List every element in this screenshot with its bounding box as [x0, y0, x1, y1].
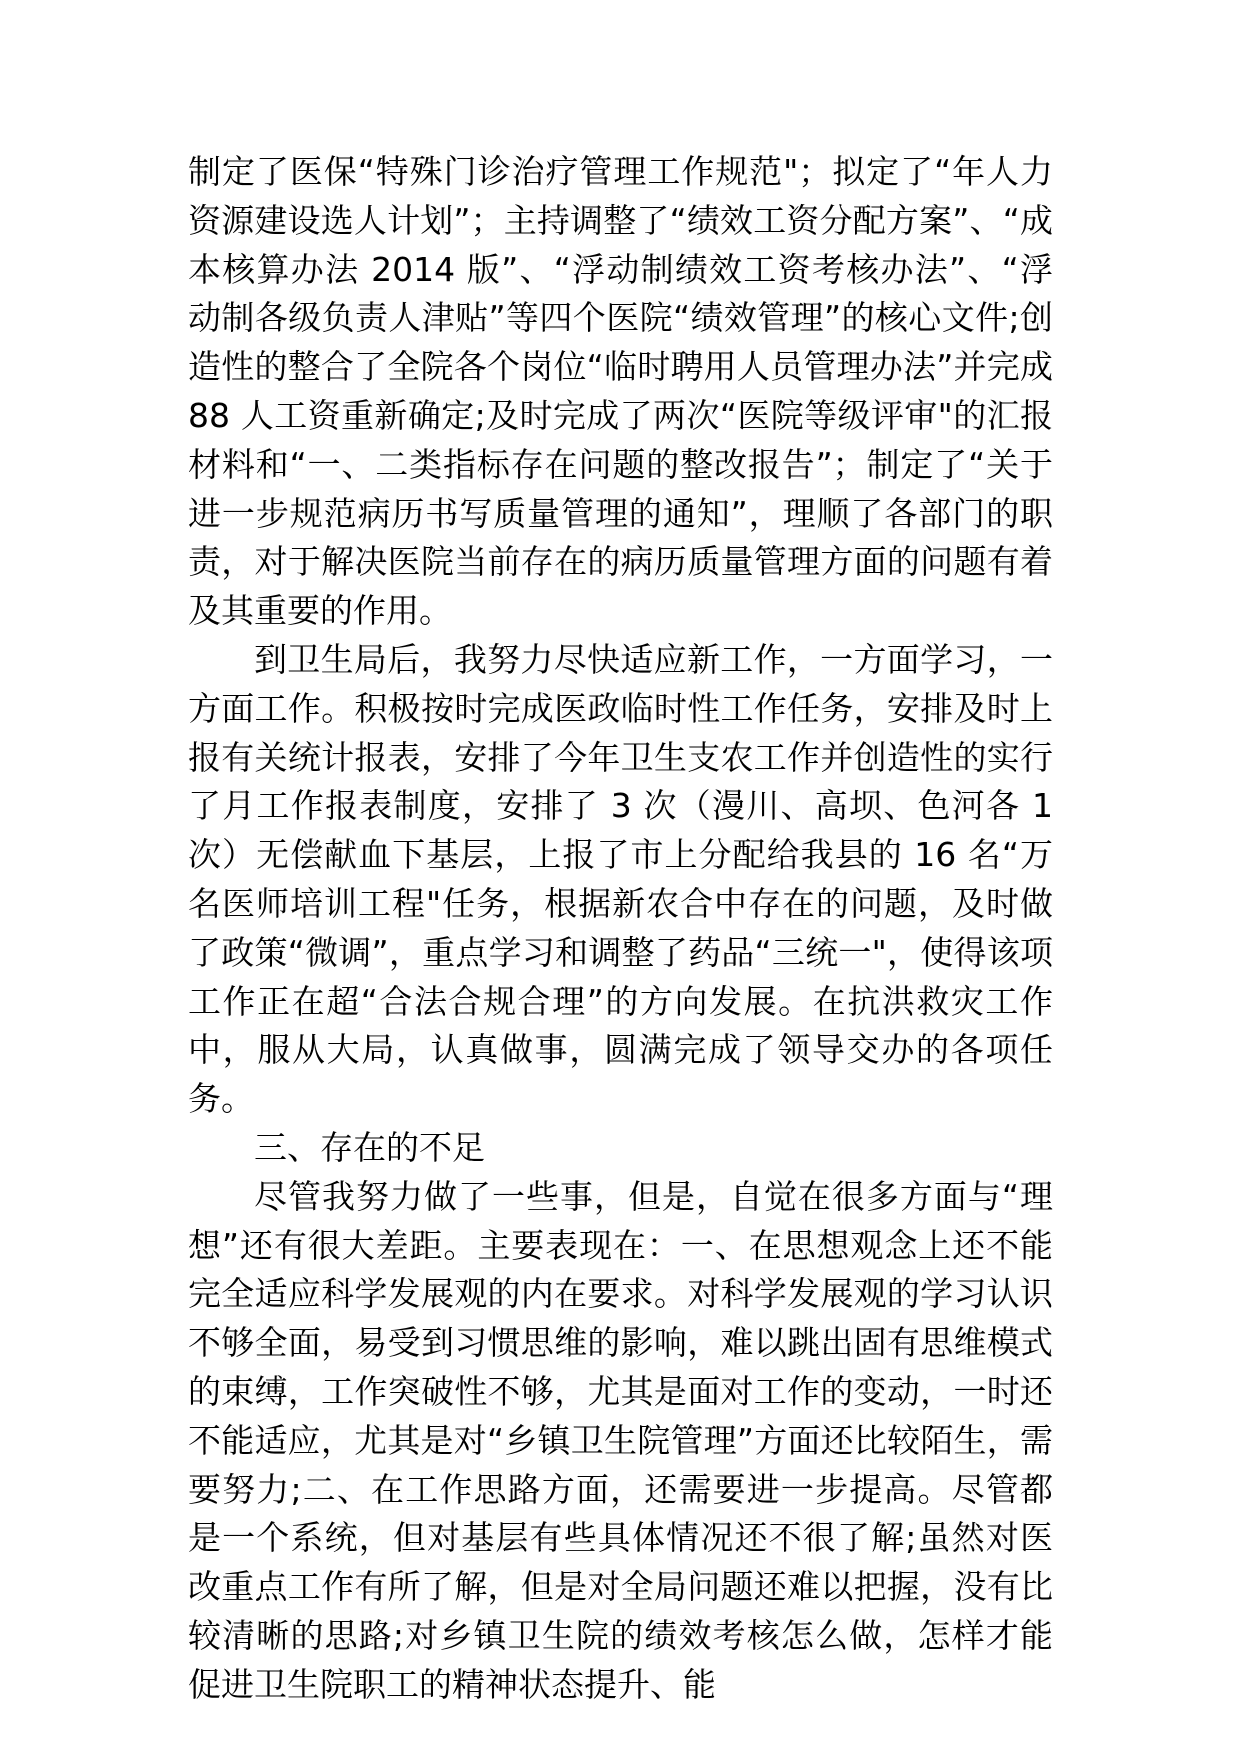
paragraph-shortcomings: 尽管我努力做了一些事，但是，自觉在很多方面与“理想”还有很大差距。主要表现在：一、在思想观念上还不能完全适应科学发展观的内在要求。对科学发展观的学习认识不够全面，易受到习惯思维的影响，难以跳出固有思维模式的束缚，工作突破性不够，尤其是面对工作的变动，一时还不能适应，尤其是对“乡镇卫生院管理”方面还比较陌生，需要努力;二、在工作思路方面，还需要进一步提高。尽管都是一个系统，但对基层有些具体情况还不很了解;虽然对医改重点工作有所了解，但是对全局问题还难以把握，没有比较清晰的思路;对乡镇卫生院的绩效考核怎么做，怎样才能促进卫生院职工的精神状态提升、能: [188, 1176, 1053, 1704]
document-page: [188, 148, 1053, 1710]
paragraph-achievements-hospital: 制定了医保“特殊门诊治疗管理工作规范"；拟定了“年人力资源建设选人计划”；主持调整了“绩效工资分配方案”、“成本核算办法 2014 版”、“浮动制绩效工资考核办法”、“浮动制各级负责人津贴”等四个医院“绩效管理”的核心文件;创造性的整合了全院各个岗位“临时聘用人员管理办法”并完成 88 人工资重新确定;及时完成了两次“医院等级评审"的汇报材料和“一、二类指标存在问题的整改报告”；制定了“关于进一步规范病历书写质量管理的通知”，理顺了各部门的职责，对于解决医院当前存在的病历质量管理方面的问题有着及其重要的作用。: [188, 152, 1053, 631]
paragraph-achievements-health-bureau: 到卫生局后，我努力尽快适应新工作，一方面学习，一方面工作。积极按时完成医政临时性工作任务，安排及时上报有关统计报表，安排了今年卫生支农工作并创造性的实行了月工作报表制度，安排了 3 次（漫川、高坝、色河各 1 次）无偿献血下基层，上报了市上分配给我县的 16 名“万名医师培训工程"任务，根据新农合中存在的问题，及时做了政策“微调”，重点学习和调整了药品“三统一"，使得该项工作正在超“合法合规合理”的方向发展。在抗洪救灾工作中，服从大局，认真做事，圆满完成了领导交办的各项任务。: [188, 639, 1053, 1119]
section-heading-shortcomings: 三、存在的不足: [254, 1127, 485, 1167]
